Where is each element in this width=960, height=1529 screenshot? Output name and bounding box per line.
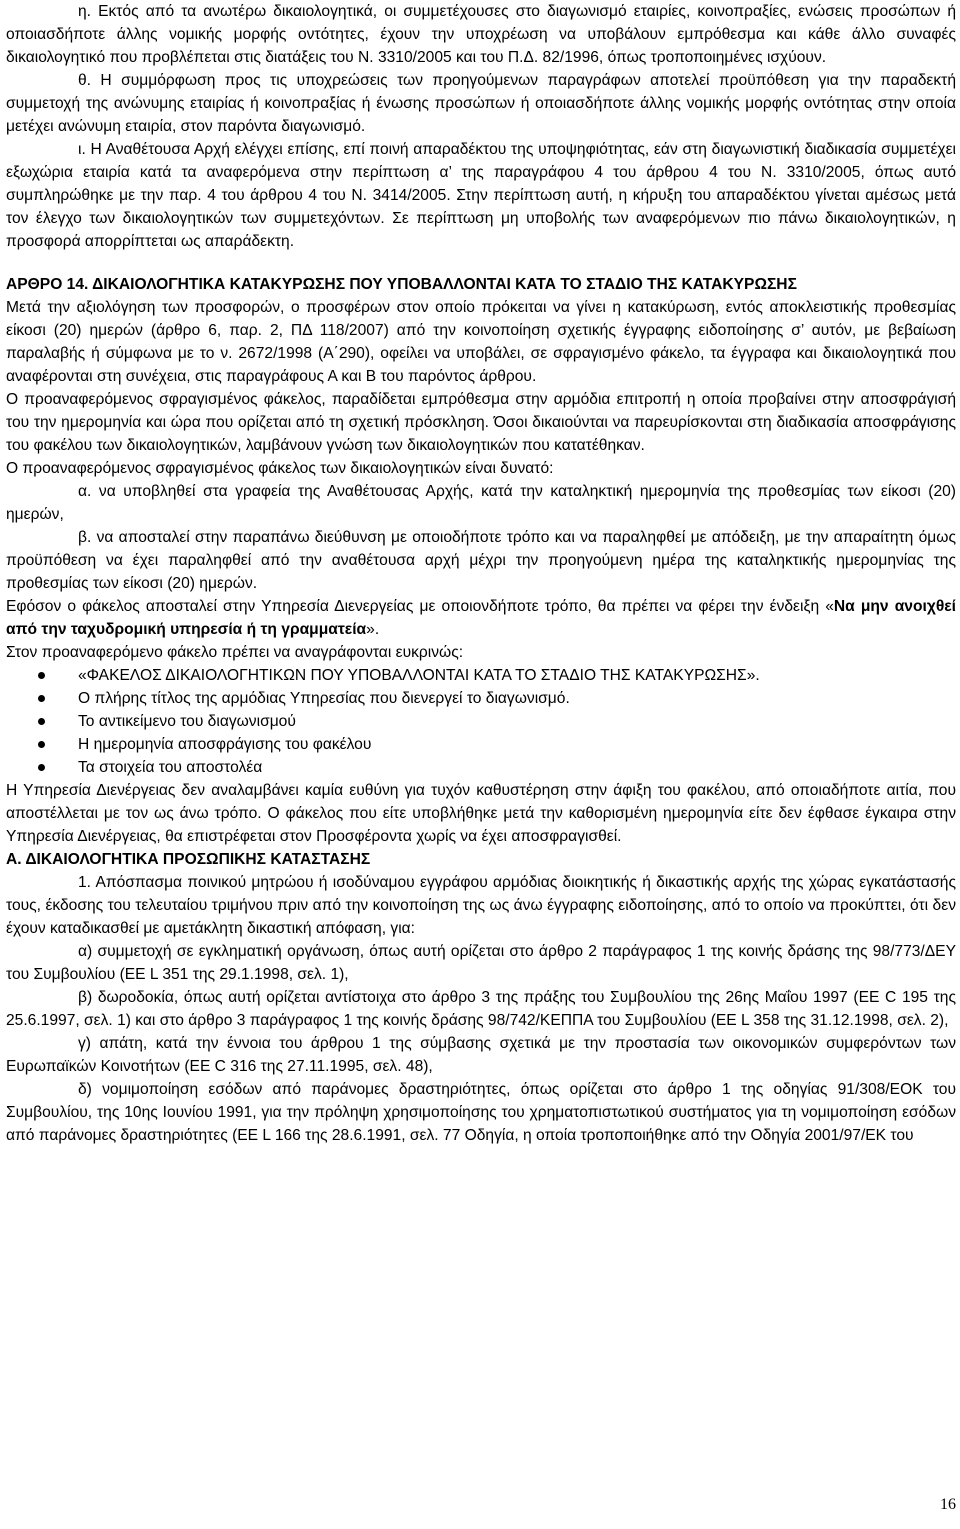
section-a-item-1: 1. Απόσπασμα ποινικού μητρώου ή ισοδύναμου εγγράφου αρμόδιας διοικητικής ή δικαστικής αρχής της χώρας εγκατάστασής τους, έκδοσης του τελευταίου τριμήνου πριν από την κοινοποίηση της ως άνω έγγραφης ειδοποίησης, από το οποίο να προκύπτει, ότι δεν έχουν καταδικασθεί με αμετάκλητη δικαστική απόφαση, για:	[6, 874, 956, 937]
article-14-heading: ΑΡΘΡΟ 14. ΔΙΚΑΙΟΛΟΓΗΤΙΚΑ ΚΑΤΑΚΥΡΩΣΗΣ ΠΟΥ ΥΠΟΒΑΛΛΟΝΤΑΙ ΚΑΤΑ ΤΟ ΣΤΑΔΙΟ ΤΗΣ ΚΑΤΑΚΥΡΩΣΗΣ	[6, 276, 797, 293]
list-item: Το αντικείμενο του διαγωνισμού	[6, 710, 956, 733]
section-a-sub-b: β) δωροδοκία, όπως αυτή ορίζεται αντίστοιχα στο άρθρο 3 της πράξης του Συμβουλίου της 26ης Μαΐου 1997 (ΕΕ C 195 της 25.6.1997, σελ. 1) και στο άρθρο 3 παράγραφος 1 της κοινής δράσης 98/742/ΚΕΠΠΑ του Συμβουλίου (ΕΕ L 358 της 31.12.1998, σελ. 2),	[6, 989, 956, 1029]
option-b: β. να αποσταλεί στην παραπάνω διεύθυνση με οποιοδήποτε τρόπο και να παραληφθεί με απόδειξη, με την απαραίτητη όμως προϋπόθεση να έχει παραληφθεί από την αναθέτουσα αρχή μέχρι την προηγούμενη ημέρα της καταληκτικής ημερομηνίας της προθεσμίας των είκοσι (20) ημερών.	[6, 529, 956, 592]
p4-pre: Εφόσον ο φάκελος αποσταλεί στην Υπηρεσία Διενεργείας με οποιονδήποτε τρόπο, θα πρέπει να φέρει την ένδειξη «	[6, 598, 834, 615]
section-a-sub-d: δ) νομιμοποίηση εσόδων από παράνομες δραστηριότητες, όπως ορίζεται στο άρθρο 1 της οδηγίας 91/308/ΕΟΚ του Συμβουλίου, της 10ης Ιουνίου 1991, για την πρόληψη χρησιμοποίησης του χρηματοπιστωτικού συστήματος για τη νομιμοποίηση εσόδων από παράνομες δραστηριότητες (ΕΕ L 166 της 28.6.1991, σελ. 77 Οδηγία, η οποία τροποποιήθηκε από την Οδηγία 2001/97/ΕΚ του	[6, 1081, 956, 1144]
article-paragraph-4	[6, 595, 956, 641]
p4-bold-notice: Να μην ανοιχθεί από την ταχυδρομική υπηρεσία ή τη γραμματεία	[6, 598, 956, 638]
section-a-heading: Α. ΔΙΚΑΙΟΛΟΓΗΤΙΚΑ ΠΡΟΣΩΠΙΚΗΣ ΚΑΤΑΣΤΑΣΗΣ	[6, 851, 371, 868]
paragraph-theta: θ. Η συμμόρφωση προς τις υποχρεώσεις των προηγούμενων παραγράφων αποτελεί προϋπόθεση για την παραδεκτή συμμετοχή της ανώνυμης εταιρίας ή κοινοπραξίας ή ένωσης προσώπων ή οποιασδήποτε άλλης νομικής μορφής οντότητας στην οποία μετέχει ανώνυμη εταιρία, στον παρόντα διαγωνισμό.	[6, 72, 956, 135]
paragraph-iota: ι. Η Αναθέτουσα Αρχή ελέγχει επίσης, επί ποινή απαραδέκτου της υποψηφιότητας, εάν στη διαγωνιστική διαδικασία συμμετέχει εξωχώρια εταιρία κατά τα αναφερόμενα στην περίπτωση α’ της παραγράφου 4 του άρθρου 4 του Ν. 3310/2005, όπως αυτό συμπληρώθηκε με την παρ. 4 του άρθρου 4 του Ν. 3414/2005. Στην περίπτωση αυτή, η κήρυξη του απαραδέκτου γίνεται αμέσως μετά τον έλεγχο των δικαιολογητικών των συμμετεχόντων. Σε περίπτωση μη υποβολής των αναφερόμενων πιο πάνω δικαιολογητικών, η προσφορά απορρίπτεται ως απαράδεκτη.	[6, 141, 956, 250]
page-number: 16	[940, 1496, 956, 1513]
envelope-requirements-list	[6, 664, 956, 779]
section-a-sub-c: γ) απάτη, κατά την έννοια του άρθρου 1 της σύμβασης σχετικά με την προστασία των οικονομικών συμφερόντων των Ευρωπαϊκών Κοινοτήτων (ΕΕ C 316 της 27.11.1995, σελ. 48),	[6, 1035, 956, 1075]
document-page	[6, 0, 956, 1147]
list-item: Η ημερομηνία αποσφράγισης του φακέλου	[6, 733, 956, 756]
paragraph-eta: η. Εκτός από τα ανωτέρω δικαιολογητικά, οι συμμετέχουσες στο διαγωνισμό εταιρίες, κοινοπραξίες, ενώσεις προσώπων ή οποιασδήποτε άλλης νομικής μορφής οντότητες, έχουν την υποχρέωση να υποβάλουν εμπρόθεσμα και κάθε άλλο συναφές δικαιολογητικό που προβλέπεται στις διατάξεις του Ν. 3310/2005 και του Π.Δ. 82/1996, όπως τροποποιημένες ισχύουν.	[6, 3, 956, 66]
list-item: Τα στοιχεία του αποστολέα	[6, 756, 956, 779]
section-a-sub-a: α) συμμετοχή σε εγκληματική οργάνωση, όπως αυτή ορίζεται στο άρθρο 2 παράγραφος 1 της κοινής δράσης της 98/773/ΔΕΥ του Συμβουλίου (ΕΕ L 351 της 29.1.1998, σελ. 1),	[6, 943, 956, 983]
article-paragraph-5: Στον προαναφερόμενο φάκελο πρέπει να αναγράφονται ευκρινώς:	[6, 644, 464, 661]
article-paragraph-6: Η Υπηρεσία Διενέργειας δεν αναλαμβάνει καμία ευθύνη για τυχόν καθυστέρηση στην άφιξη του φακέλου, από οποιαδήποτε αιτία, που αποστέλλεται με τον ως άνω τρόπο. Ο φάκελος που είτε υποβλήθηκε μετά την καθορισμένη ημερομηνία είτε δεν έφθασε έγκαιρα στην Υπηρεσία Διενέργειας, θα επιστρέφεται στον Προσφέροντα χωρίς να έχει αποσφραγισθεί.	[6, 782, 956, 845]
option-a: α. να υποβληθεί στα γραφεία της Αναθέτουσας Αρχής, κατά την καταληκτική ημερομηνία της προθεσμίας των είκοσι (20) ημερών,	[6, 483, 956, 523]
article-paragraph-3: Ο προαναφερόμενος σφραγισμένος φάκελος των δικαιολογητικών είναι δυνατό:	[6, 460, 554, 477]
article-paragraph-1: Μετά την αξιολόγηση των προσφορών, ο προσφέρων στον οποίο πρόκειται να γίνει η κατακύρωση, εντός αποκλειστικής προθεσμίας είκοσι (20) ημερών (άρθρο 6, παρ. 2, ΠΔ 118/2007) από την κοινοποίηση σχετικής έγγραφης ειδοποίησης σ’ αυτόν, με βεβαίωση παραλαβής ή σύμφωνα με το ν. 2672/1998 (Α΄290), οφείλει να υποβάλει, σε σφραγισμένο φάκελο, τα έγγραφα και δικαιολογητικά που αναφέρονται στη συνέχεια, στις παραγράφους Α και Β του παρόντος άρθρου.	[6, 299, 956, 385]
article-paragraph-2: Ο προαναφερόμενος σφραγισμένος φάκελος, παραδίδεται εμπρόθεσμα στην αρμόδια επιτροπή η οποία προβαίνει στην αποσφράγισή του την ημερομηνία και ώρα που ορίζεται από τη σχετική πρόσκληση. Όσοι δικαιούνται να παρευρίσκονται στη διαδικασία αποσφράγισης του φακέλου των δικαιολογητικών, λαμβάνουν γνώση των δικαιολογητικών που κατατέθηκαν.	[6, 391, 956, 454]
spacer	[6, 253, 956, 273]
list-item: Ο πλήρης τίτλος της αρμόδιας Υπηρεσίας που διενεργεί το διαγωνισμό.	[6, 687, 956, 710]
list-item: «ΦΑΚΕΛΟΣ ΔΙΚΑΙΟΛΟΓΗΤΙΚΩΝ ΠΟΥ ΥΠΟΒΑΛΛΟΝΤΑΙ ΚΑΤΑ ΤΟ ΣΤΑΔΙΟ ΤΗΣ ΚΑΤΑΚΥΡΩΣΗΣ».	[6, 664, 956, 687]
p4-post: ».	[366, 621, 380, 638]
